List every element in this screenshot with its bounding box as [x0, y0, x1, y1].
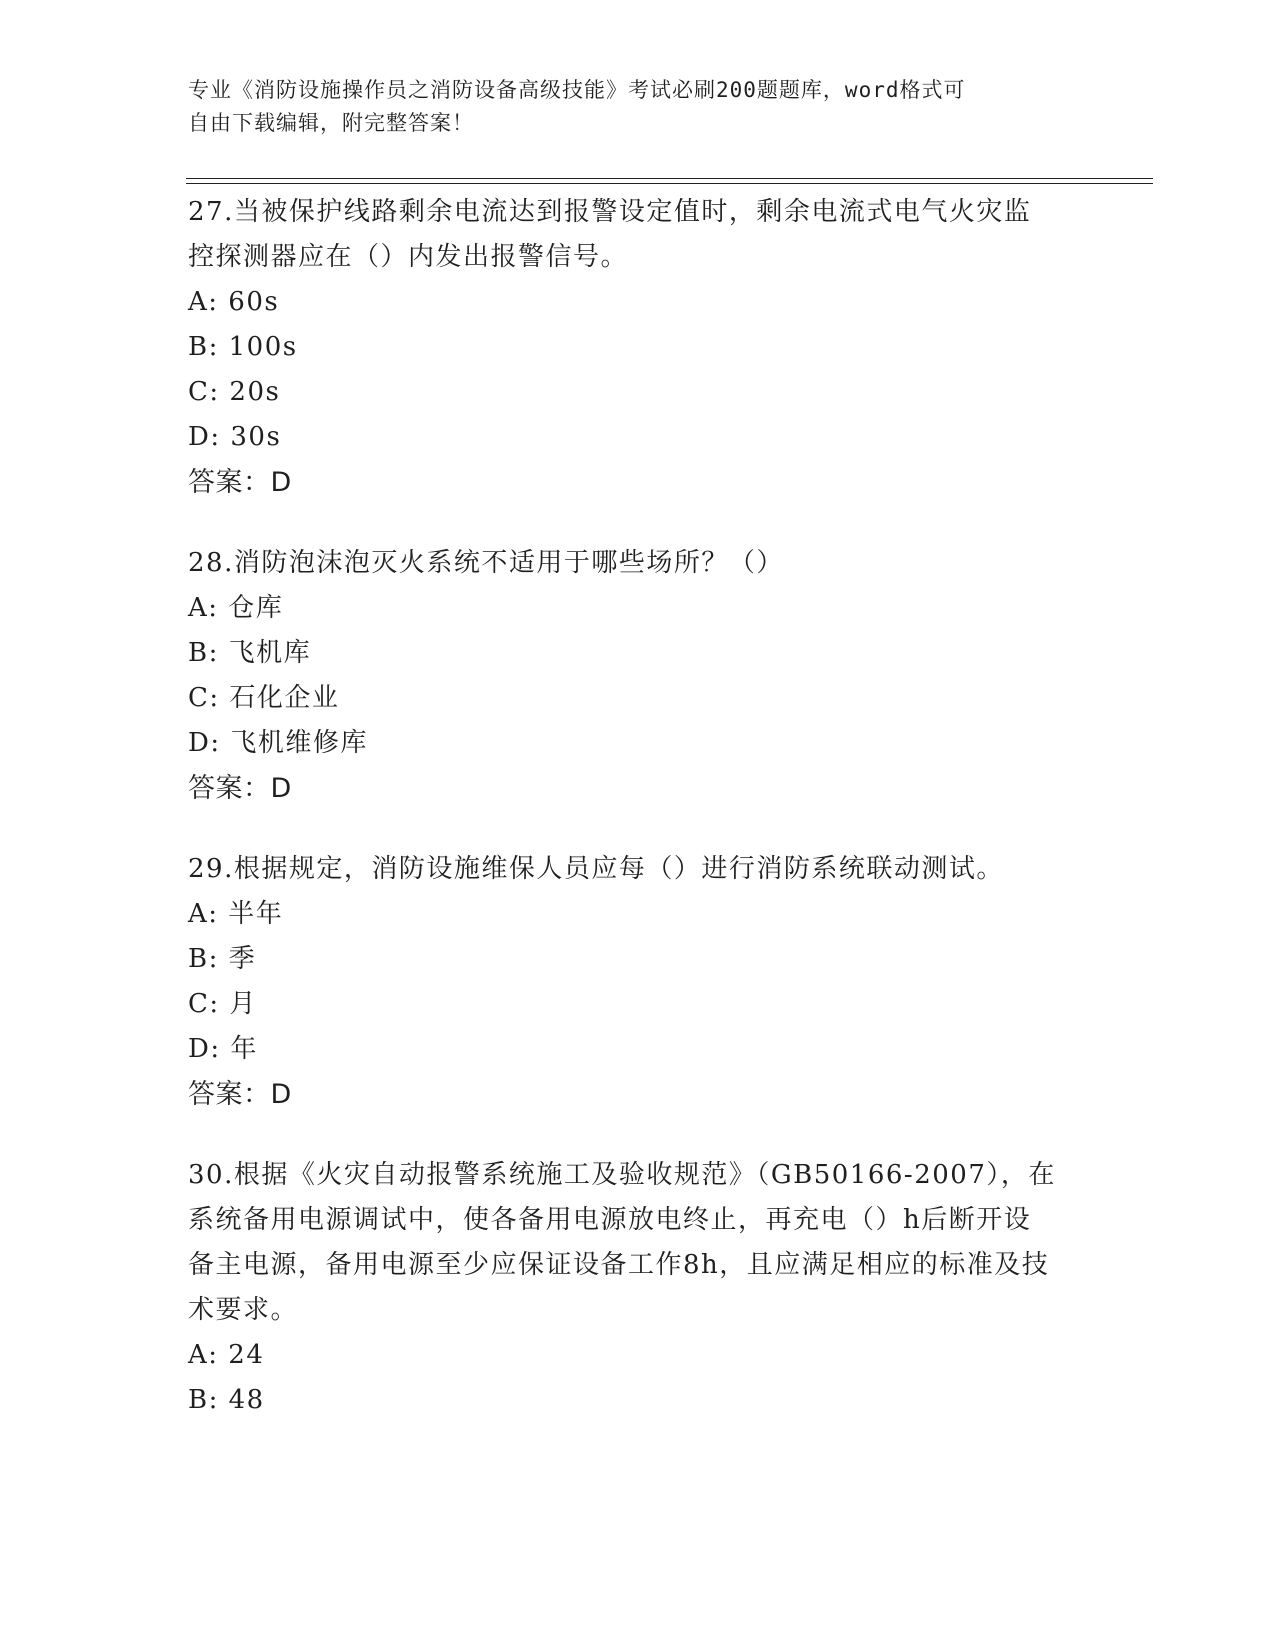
option-b: B: 100s [188, 332, 298, 362]
question-30 [188, 1153, 1088, 1423]
header-divider-bottom [186, 183, 1153, 184]
option-d: D: 飞机维修库 [188, 728, 368, 758]
question-text: 28.消防泡沫泡灭火系统不适用于哪些场所？（） [188, 548, 784, 578]
option-d: D: 30s [188, 422, 282, 452]
answer-label: 答案：D [188, 1079, 292, 1110]
question-28 [188, 541, 1088, 811]
option-a: A: 60s [188, 287, 280, 317]
option-a: A: 24 [188, 1340, 265, 1370]
header-line-1: 专业《消防设施操作员之消防设备高级技能》考试必刷200题题库，word格式可 [188, 78, 966, 102]
option-d: D: 年 [188, 1034, 258, 1064]
question-29 [188, 847, 1088, 1117]
question-27 [188, 190, 1088, 505]
question-text: 27.当被保护线路剩余电流达到报警设定值时，剩余电流式电气火灾监控探测器应在（）内发出报警信号。 [188, 197, 1032, 272]
answer-label: 答案：D [188, 467, 292, 498]
option-c: C: 月 [188, 989, 257, 1019]
option-c: C: 石化企业 [188, 683, 340, 713]
option-b: B: 飞机库 [188, 638, 312, 668]
answer-label: 答案：D [188, 773, 292, 804]
option-b: B: 季 [188, 944, 257, 974]
header-divider-top [186, 178, 1153, 179]
header-line-2: 自由下载编辑，附完整答案！ [188, 111, 474, 135]
option-a: A: 仓库 [188, 593, 284, 623]
option-b: B: 48 [188, 1385, 265, 1415]
option-c: C: 20s [188, 377, 281, 407]
question-text: 29.根据规定，消防设施维保人员应每（）进行消防系统联动测试。 [188, 854, 1004, 884]
question-list [188, 190, 1088, 1459]
question-text: 30.根据《火灾自动报警系统施工及验收规范》（GB50166-2007），在系统备用电源调试中，使各备用电源放电终止，再充电（）h后断开设备主电源，备用电源至少应保证设备工作8h，且应满足相应的标准及技术要求。 [188, 1160, 1056, 1325]
option-a: A: 半年 [188, 899, 284, 929]
document-header [188, 74, 1068, 140]
